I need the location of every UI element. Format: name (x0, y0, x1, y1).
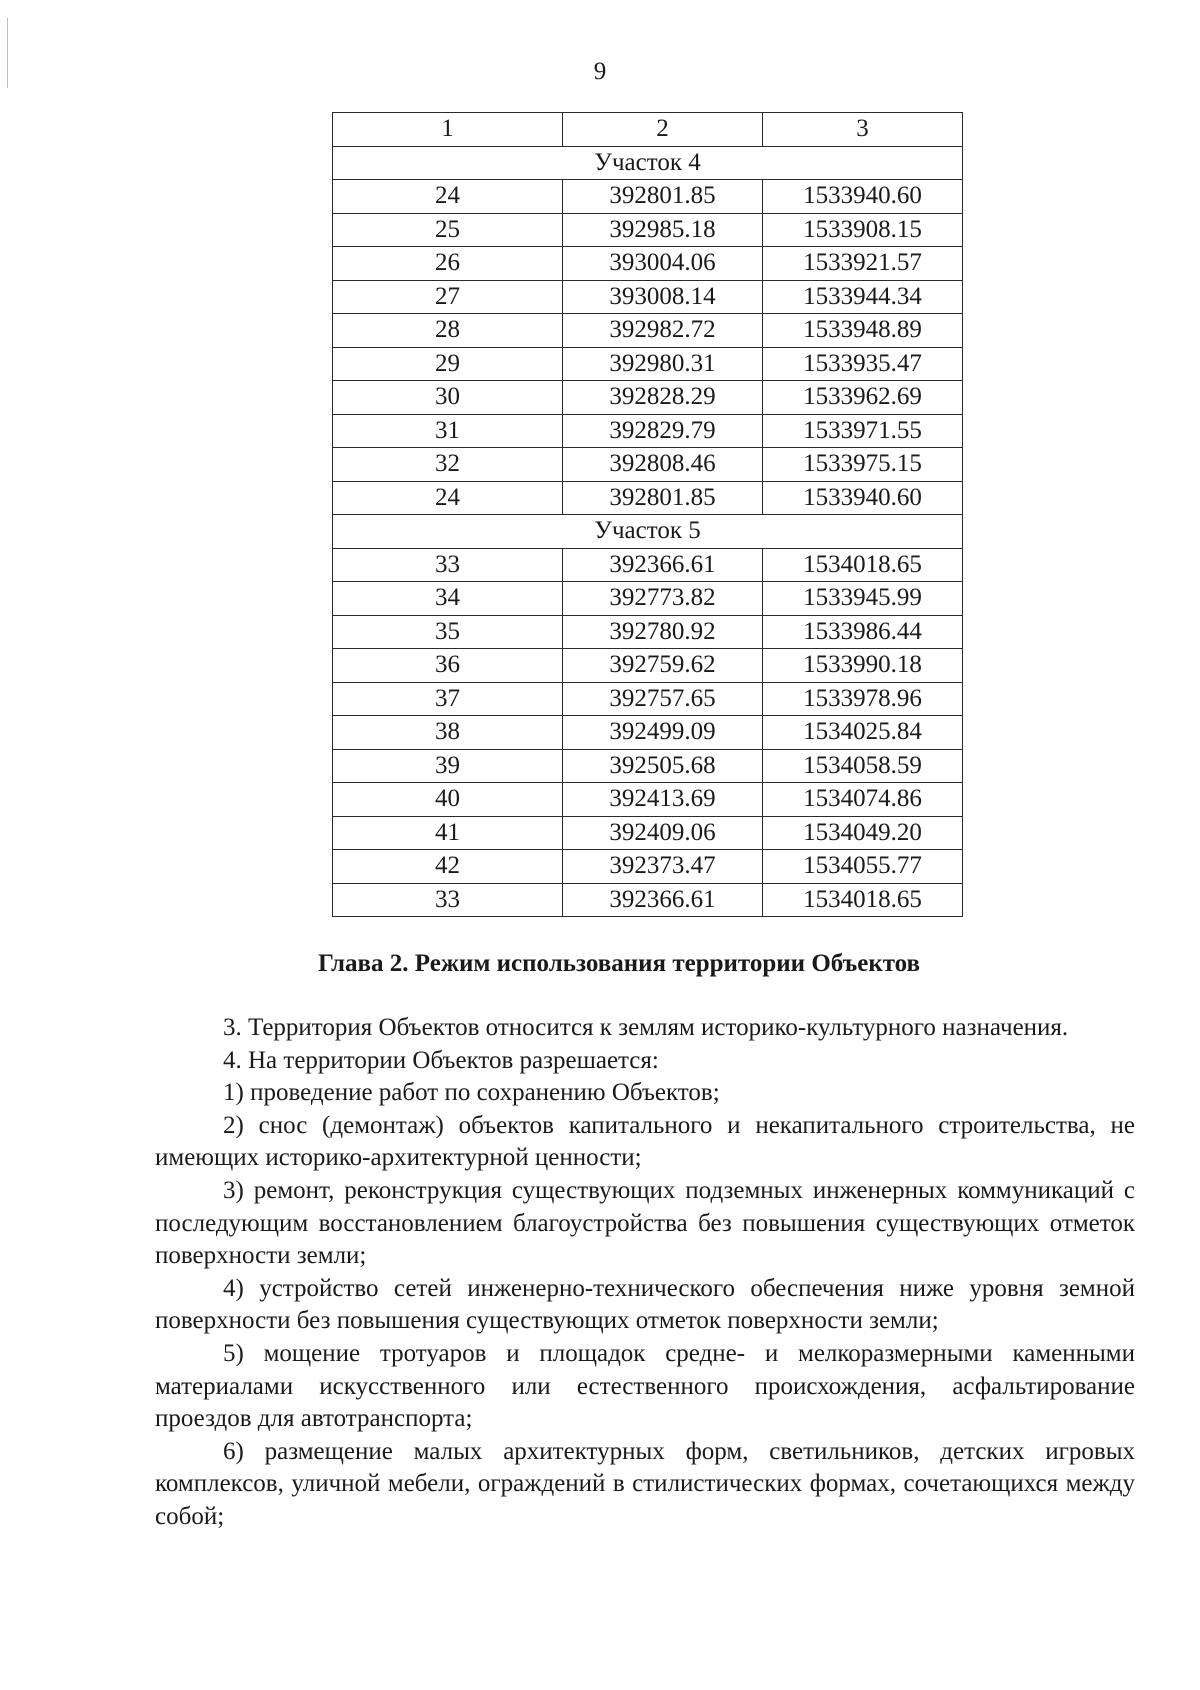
table-section-row (333, 146, 963, 180)
section-title: Участок 4 (333, 146, 963, 180)
table-row (333, 280, 963, 314)
table-row (333, 180, 963, 214)
y-coordinate-cell: 1533990.18 (763, 649, 963, 683)
point-number-cell: 38 (333, 716, 563, 750)
coordinates-table-body (333, 113, 963, 917)
table-row (333, 381, 963, 415)
table-row (333, 548, 963, 582)
table-header-cell: 2 (563, 113, 763, 147)
y-coordinate-cell: 1533948.89 (763, 314, 963, 348)
coordinates-table (332, 112, 963, 917)
x-coordinate-cell: 392801.85 (563, 481, 763, 515)
table-row (333, 883, 963, 917)
point-number-cell: 29 (333, 347, 563, 381)
table-row (333, 615, 963, 649)
x-coordinate-cell: 392801.85 (563, 180, 763, 214)
x-coordinate-cell: 392980.31 (563, 347, 763, 381)
paragraph: 3) ремонт, реконструкция существующих подземных инженерных коммуникаций с последующим восстановлением благоустройства без повышения существующих отметок поверхности земли; (155, 1176, 1135, 1270)
table-row (333, 749, 963, 783)
paragraph: 4) устройство сетей инженерно-технического обеспечения ниже уровня земной поверхности без повышения существующих отметок поверхности земли; (155, 1274, 1135, 1335)
chapter-heading: Глава 2. Режим использования территории Объектов (317, 950, 921, 977)
paragraph: 6) размещение малых архитектурных форм, светильников, детских игровых комплексов, уличной мебели, ограждений в стилистических формах, сочетающихся между собой; (155, 1437, 1135, 1530)
table-row (333, 213, 963, 247)
point-number-cell: 32 (333, 448, 563, 482)
x-coordinate-cell: 392808.46 (563, 448, 763, 482)
x-coordinate-cell: 393008.14 (563, 280, 763, 314)
body-text (155, 1012, 1135, 1534)
x-coordinate-cell: 392499.09 (563, 716, 763, 750)
x-coordinate-cell: 392985.18 (563, 213, 763, 247)
table-row (333, 716, 963, 750)
y-coordinate-cell: 1534025.84 (763, 716, 963, 750)
point-number-cell: 31 (333, 414, 563, 448)
x-coordinate-cell: 392413.69 (563, 783, 763, 817)
page-number: 9 (593, 58, 607, 85)
table-row (333, 247, 963, 281)
paragraph: 2) снос (демонтаж) объектов капитального и некапитального строительства, не имеющих историко-архитектурной ценности; (155, 1111, 1135, 1172)
point-number-cell: 39 (333, 749, 563, 783)
point-number-cell: 27 (333, 280, 563, 314)
section-title: Участок 5 (333, 515, 963, 549)
point-number-cell: 36 (333, 649, 563, 683)
table-row (333, 816, 963, 850)
table-row (333, 783, 963, 817)
x-coordinate-cell: 392366.61 (563, 548, 763, 582)
paragraph: 4. На территории Объектов разрешается: (223, 1046, 659, 1074)
x-coordinate-cell: 392757.65 (563, 682, 763, 716)
table-section-row (333, 515, 963, 549)
table-header-row (333, 113, 963, 147)
y-coordinate-cell: 1534055.77 (763, 850, 963, 884)
y-coordinate-cell: 1533921.57 (763, 247, 963, 281)
table-row (333, 414, 963, 448)
x-coordinate-cell: 392828.29 (563, 381, 763, 415)
y-coordinate-cell: 1533945.99 (763, 582, 963, 616)
x-coordinate-cell: 392759.62 (563, 649, 763, 683)
x-coordinate-cell: 392829.79 (563, 414, 763, 448)
point-number-cell: 25 (333, 213, 563, 247)
point-number-cell: 30 (333, 381, 563, 415)
y-coordinate-cell: 1533962.69 (763, 381, 963, 415)
x-coordinate-cell: 392505.68 (563, 749, 763, 783)
point-number-cell: 34 (333, 582, 563, 616)
y-coordinate-cell: 1534018.65 (763, 883, 963, 917)
x-coordinate-cell: 392780.92 (563, 615, 763, 649)
paragraph: 5) мощение тротуаров и площадок средне- и мелкоразмерными каменными материалами искусственного или естественного происхождения, асфальтирование проездов для автотранспорта; (155, 1339, 1135, 1433)
x-coordinate-cell: 392409.06 (563, 816, 763, 850)
y-coordinate-cell: 1533940.60 (763, 180, 963, 214)
y-coordinate-cell: 1533978.96 (763, 682, 963, 716)
point-number-cell: 24 (333, 180, 563, 214)
point-number-cell: 37 (333, 682, 563, 716)
table-header-cell: 3 (763, 113, 963, 147)
point-number-cell: 35 (333, 615, 563, 649)
x-coordinate-cell: 392773.82 (563, 582, 763, 616)
point-number-cell: 33 (333, 548, 563, 582)
point-number-cell: 26 (333, 247, 563, 281)
x-coordinate-cell: 392366.61 (563, 883, 763, 917)
y-coordinate-cell: 1533908.15 (763, 213, 963, 247)
y-coordinate-cell: 1534049.20 (763, 816, 963, 850)
table-row (333, 314, 963, 348)
y-coordinate-cell: 1534018.65 (763, 548, 963, 582)
point-number-cell: 33 (333, 883, 563, 917)
table-row (333, 481, 963, 515)
y-coordinate-cell: 1533940.60 (763, 481, 963, 515)
paragraph: 3. Территория Объектов относится к землям историко-культурного назначения. (223, 1014, 1069, 1041)
x-coordinate-cell: 392373.47 (563, 850, 763, 884)
table-row (333, 582, 963, 616)
table-row (333, 682, 963, 716)
point-number-cell: 41 (333, 816, 563, 850)
y-coordinate-cell: 1533935.47 (763, 347, 963, 381)
point-number-cell: 42 (333, 850, 563, 884)
x-coordinate-cell: 393004.06 (563, 247, 763, 281)
table-row (333, 850, 963, 884)
x-coordinate-cell: 392982.72 (563, 314, 763, 348)
y-coordinate-cell: 1533971.55 (763, 414, 963, 448)
y-coordinate-cell: 1534058.59 (763, 749, 963, 783)
table-row (333, 347, 963, 381)
y-coordinate-cell: 1533986.44 (763, 615, 963, 649)
y-coordinate-cell: 1533975.15 (763, 448, 963, 482)
point-number-cell: 40 (333, 783, 563, 817)
y-coordinate-cell: 1534074.86 (763, 783, 963, 817)
table-row (333, 649, 963, 683)
point-number-cell: 24 (333, 481, 563, 515)
table-header-cell: 1 (333, 113, 563, 147)
paragraph: 1) проведение работ по сохранению Объектов; (223, 1079, 720, 1107)
point-number-cell: 28 (333, 314, 563, 348)
table-row (333, 448, 963, 482)
y-coordinate-cell: 1533944.34 (763, 280, 963, 314)
